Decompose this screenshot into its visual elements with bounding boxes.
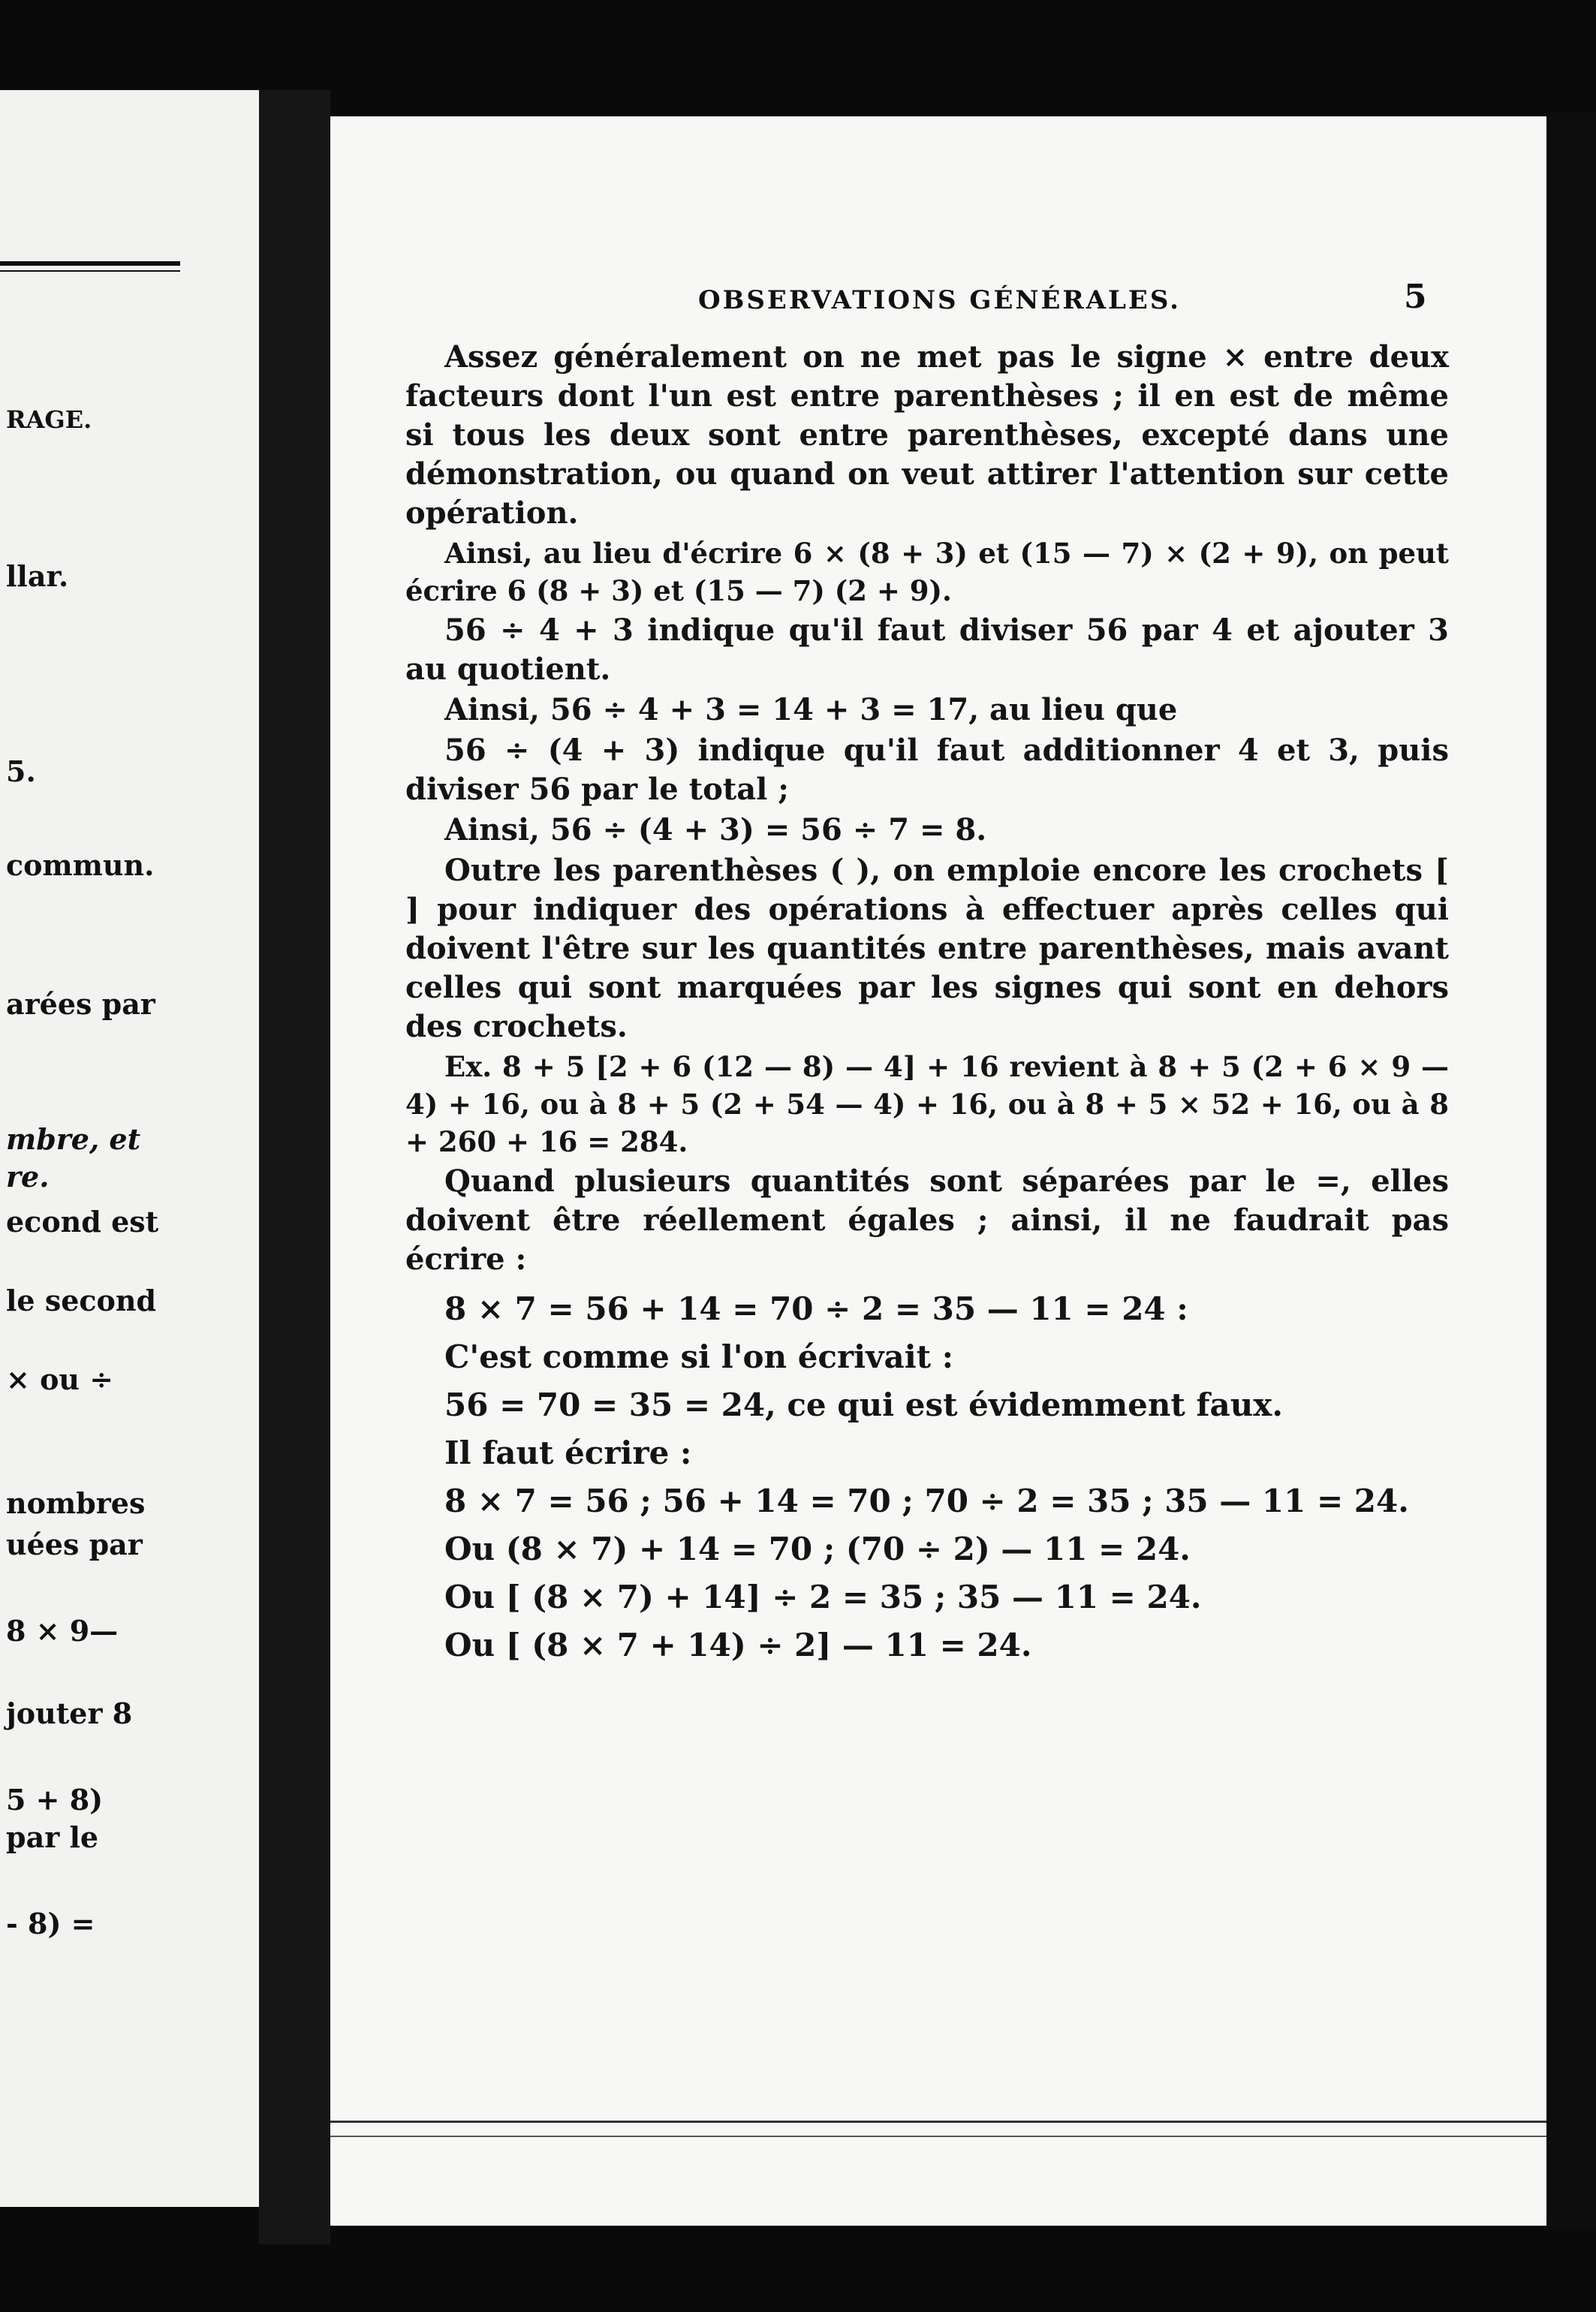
equation-line: Ou [ (8 × 7) + 14] ÷ 2 = 35 ; 35 — 11 = 24. bbox=[444, 1579, 1202, 1615]
left-fragment: RAGE. bbox=[6, 405, 92, 434]
left-fragment: llar. bbox=[6, 559, 69, 593]
left-fragment: - 8) = bbox=[6, 1907, 95, 1940]
bottom-rule bbox=[330, 2121, 1546, 2123]
paragraph: Ainsi, 56 ÷ (4 + 3) = 56 ÷ 7 = 8. bbox=[444, 812, 987, 847]
equation-line: 56 = 70 = 35 = 24, ce qui est évidemment faux. bbox=[444, 1386, 1283, 1423]
left-page-rule-thin bbox=[0, 270, 180, 272]
left-fragment: 8 × 9— bbox=[6, 1614, 119, 1648]
left-fragment: × ou ÷ bbox=[6, 1362, 114, 1396]
left-fragment: 5 + 8) bbox=[6, 1783, 104, 1817]
left-fragment: 5. bbox=[6, 754, 36, 788]
left-fragment: par le bbox=[6, 1820, 99, 1854]
left-fragment: econd est bbox=[6, 1205, 159, 1239]
equation-line: Ou [ (8 × 7 + 14) ÷ 2] — 11 = 24. bbox=[444, 1627, 1032, 1663]
left-page-fragment bbox=[0, 90, 259, 2207]
left-fragment: nombres bbox=[6, 1486, 146, 1520]
equation-line: C'est comme si l'on écrivait : bbox=[444, 1338, 954, 1375]
page-body bbox=[405, 338, 1449, 1669]
left-fragment: re. bbox=[6, 1160, 50, 1194]
left-fragment: arées par bbox=[6, 987, 155, 1021]
paragraph: Outre les parenthèses ( ), on emploie encore les crochets [ ] pour indiquer des opérations à effectuer après celles qui doivent l'être sur les quantités entre parenthèses, mais avant celles qui sont marquées par les signes qui sont en dehors des crochets. bbox=[405, 853, 1449, 1044]
example-paragraph: Ex. 8 + 5 [2 + 6 (12 — 8) — 4] + 16 revient à 8 + 5 (2 + 6 × 9 — 4) + 16, ou à 8 + 5 (2 + 54 — 4) + 16, ou à 8 + 5 × 52 + 16, ou à 8 + 260 + 16 = 284. bbox=[405, 1050, 1449, 1158]
running-header: OBSERVATIONS GÉNÉRALES. bbox=[698, 285, 1181, 315]
page-number: 5 bbox=[1404, 278, 1427, 316]
left-fragment: mbre, et bbox=[6, 1122, 141, 1156]
left-fragment: jouter 8 bbox=[6, 1696, 133, 1730]
paragraph: 56 ÷ 4 + 3 indique qu'il faut diviser 56 par 4 et ajouter 3 au quotient. bbox=[405, 613, 1449, 687]
equation-line: 8 × 7 = 56 + 14 = 70 ÷ 2 = 35 — 11 = 24 : bbox=[444, 1290, 1188, 1327]
right-page bbox=[330, 116, 1546, 2226]
scan-edge bbox=[1546, 113, 1596, 2229]
equation-line: Ou (8 × 7) + 14 = 70 ; (70 ÷ 2) — 11 = 24. bbox=[444, 1531, 1191, 1567]
paragraph: Assez généralement on ne met pas le signe × entre deux facteurs dont l'un est entre parenthèses ; il en est de même si tous les deux sont entre parenthèses, excepté dans une démonstration, ou quand on veut attirer l'attention sur cette opération. bbox=[405, 339, 1449, 531]
paragraph: Ainsi, au lieu d'écrire 6 × (8 + 3) et (15 — 7) × (2 + 9), on peut écrire 6 (8 + 3) et (15 — 7) (2 + 9). bbox=[405, 537, 1449, 607]
left-fragment: commun. bbox=[6, 848, 155, 882]
left-fragment: le second bbox=[6, 1284, 157, 1317]
bottom-rule-thin bbox=[330, 2136, 1546, 2137]
paragraph: Quand plusieurs quantités sont séparées par le =, elles doivent être réellement égales ; ainsi, il ne faudrait pas écrire : bbox=[405, 1164, 1449, 1277]
book-gutter bbox=[259, 90, 330, 2244]
equation-line: 8 × 7 = 56 ; 56 + 14 = 70 ; 70 ÷ 2 = 35 ; 35 — 11 = 24. bbox=[444, 1483, 1409, 1519]
left-fragment: uées par bbox=[6, 1528, 143, 1561]
left-page-rule bbox=[0, 261, 180, 266]
paragraph: 56 ÷ (4 + 3) indique qu'il faut additionner 4 et 3, puis diviser 56 par le total ; bbox=[405, 733, 1449, 807]
equation-line: Il faut écrire : bbox=[444, 1434, 692, 1471]
paragraph: Ainsi, 56 ÷ 4 + 3 = 14 + 3 = 17, au lieu que bbox=[444, 692, 1178, 727]
